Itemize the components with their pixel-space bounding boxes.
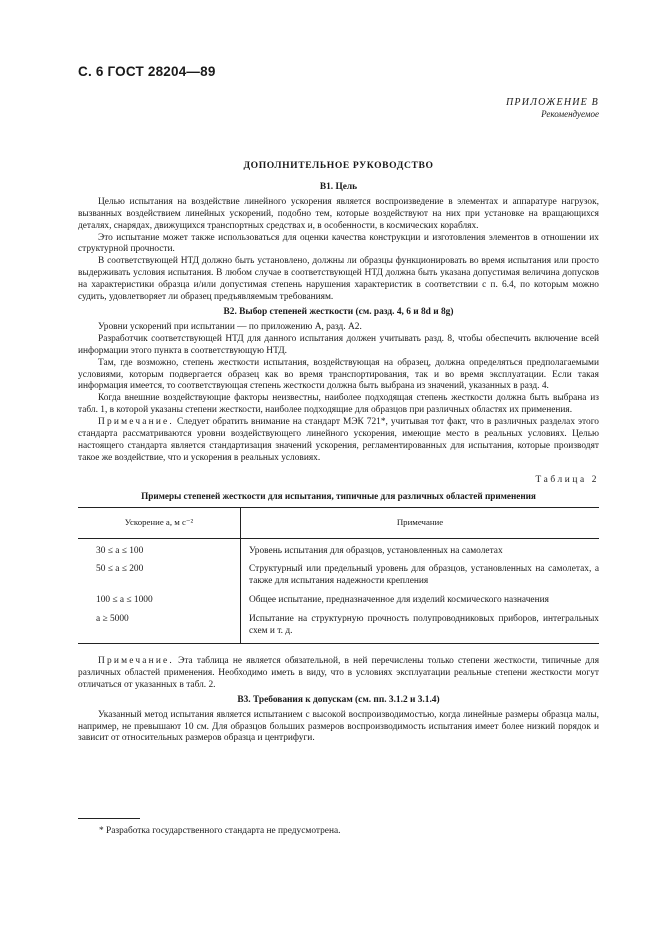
row-note: Уровень испытания для образцов, установленных на самолетах <box>249 545 503 556</box>
row-note: Структурный или предельный уровень для образцов, установленных на самолетах, а также для испытания надежности крепления <box>249 564 599 587</box>
acceleration-range: 30 ≤ a ≤ 100 <box>78 538 241 560</box>
row-note: Испытание на структурную прочность полупроводниковых приборов, интегральных схем и т. д. <box>241 610 600 643</box>
document-title: ДОПОЛНИТЕЛЬНОЕ РУКОВОДСТВО <box>243 160 434 171</box>
table-row <box>78 591 599 610</box>
paragraph: Когда внешние воздействующие факторы неизвестны, наиболее подходящая степень жесткости должна быть выбрана из табл. 1, в которой указаны степени жесткости, наиболее подходящие для образцов при различных областях их применения. <box>78 393 599 416</box>
table-label: Таблица 2 <box>535 474 599 485</box>
table-row <box>78 538 599 560</box>
acceleration-range: 100 ≤ a ≤ 1000 <box>78 591 241 610</box>
paragraph: В соответствующей НТД должно быть установлено, должны ли образцы функционировать во время испытания или просто выдерживать условия испытания. В любом случае в соответствующей НТД должна быть указана допустимая величина допусков на характеристики образца и/или допустимая степень нарушения характеристик в соответствии с п. 6.4, по которым можно судить, удовлетворяет ли образец предъявляемым требованиям. <box>78 256 599 303</box>
footnote-divider <box>78 818 140 819</box>
annex-label <box>506 97 599 119</box>
page-header: С. 6 ГОСТ 28204—89 <box>78 64 216 79</box>
note-paragraph <box>78 417 599 465</box>
note-label: Примечание. <box>98 656 174 666</box>
annex-title: ПРИЛОЖЕНИЕ В <box>506 97 599 108</box>
acceleration-range: 50 ≤ a ≤ 200 <box>78 560 241 591</box>
severity-table <box>78 507 599 644</box>
paragraph: Указанный метод испытания является испытанием с высокой воспроизводимостью, когда линейные размеры образца малы, например, не превышают 10 см. Для образцов больших размеров воспроизводимость испытания имеет более низкий порядок и зависит от относительных размеров образца и центрифуги. <box>78 709 599 744</box>
section-heading-b3: В3. Требования к допускам (см. пп. 3.1.2 и 3.1.4) <box>237 694 440 705</box>
table-caption: Примеры степеней жесткости для испытания, типичные для различных областей применения <box>141 490 536 501</box>
note-label: Примечание. <box>98 417 174 428</box>
note-text: Эта таблица не является обязательной, в ней перечислены только степени жесткости, типичные для различных областей применения. Необходимо иметь в виду, что в условиях эксплуатации реальные степени жесткости могут отличаться от указанных в табл. 2. <box>78 656 600 690</box>
annex-subtitle: Рекомендуемое <box>541 109 599 119</box>
document-body <box>78 160 599 745</box>
footnote: * Разработка государственного стандарта не предусмотрена. <box>99 826 341 836</box>
acceleration-range: a ≥ 5000 <box>78 610 241 643</box>
table-row <box>78 560 599 591</box>
paragraph: Уровни ускорений при испытании — по приложению А, разд. А2. <box>98 321 362 332</box>
paragraph: Там, где возможно, степень жесткости испытания, воздействующая на образец, должна определяться предполагаемыми условиями, которым подвергается образец как во время транспортирования, так и во время эксплуатации. Если такая информация имеется, то соответствующая степень жесткости должна быть выбрана из значений, указанных в разд. 4. <box>78 357 599 392</box>
paragraph: Это испытание может также использоваться для оценки качества конструкции и изготовления элементов в отношении их структурной прочности. <box>78 232 599 255</box>
table-row <box>78 610 599 643</box>
row-note: Общее испытание, предназначенное для изделий космического назначения <box>249 595 549 606</box>
column-header-note: Примечание <box>241 507 600 538</box>
column-header-acceleration: Ускорение a, м с⁻² <box>78 507 241 538</box>
section-heading-b2: В2. Выбор степеней жесткости (см. разд. 4, 6 и 8d и 8g) <box>223 306 454 317</box>
table-header-row <box>78 507 599 538</box>
table-note-paragraph <box>78 656 599 692</box>
note-text: Следует обратить внимание на стандарт МЭК 721*, учитывая тот факт, что в различных разделах этого стандарта рассматриваются уровни воздействующего линейного ускорения, имеющие место в реальных условиях. Целью настоящего стандарта является стандартизация значений ускорения, регламентированных для испытания, которые производят такое же воздействие, что и ускорения в реальных условиях. <box>78 417 599 463</box>
paragraph: Целью испытания на воздействие линейного ускорения является воспроизведение в элементах и аппаратуре нагрузок, вызванных воздействием линейных ускорений, подобно тем, которые воздействуют на них при установке на вращающихся деталях, снарядах, движущихся транспортных средствах и, в особенности, в космических кораблях. <box>78 196 599 231</box>
paragraph: Разработчик соответствующей НТД для данного испытания должен учитывать разд. 8, чтобы обеспечить включение всей информации этого пункта в соответствующую НТД. <box>78 333 599 356</box>
section-heading-b1: В1. Цель <box>319 181 358 192</box>
